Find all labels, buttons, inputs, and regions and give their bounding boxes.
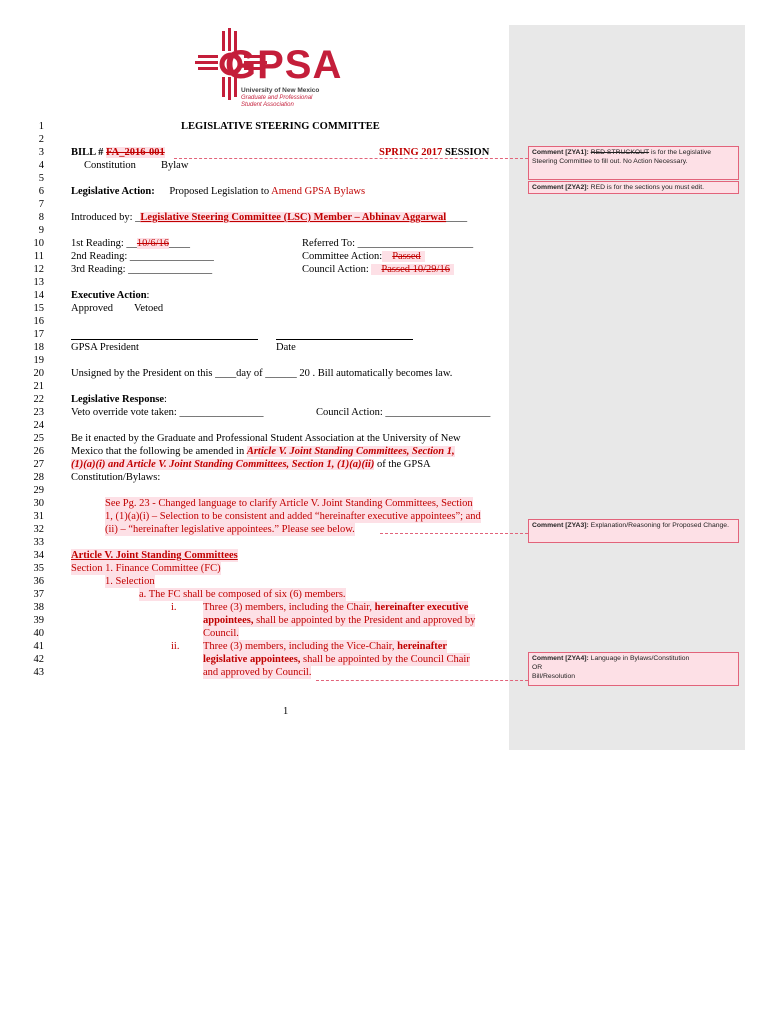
item-ii-line-1	[203, 640, 447, 653]
line-number: 18	[33, 342, 44, 353]
line-number: 5	[38, 173, 44, 184]
line-number: 8	[38, 212, 44, 223]
type-bylaw: Bylaw	[161, 160, 189, 171]
comment-margin	[509, 25, 745, 750]
enact-line-2	[71, 445, 455, 458]
comment-zya4-label: Comment [ZYA4]:	[532, 655, 591, 662]
legislative-response-label: Legislative Response	[71, 394, 165, 405]
comment-connector-1	[174, 158, 528, 159]
enact-line-3-text: of the GPSA	[374, 459, 431, 470]
line-number: 28	[33, 472, 44, 483]
council-action-value: Passed 10/29/16	[371, 264, 454, 275]
date-signature-line	[276, 339, 413, 340]
comment-zya2-text: RED is for the sections you must edit.	[590, 184, 704, 191]
item-ii-bold-1: hereinafter	[397, 641, 448, 652]
line-number: 29	[33, 485, 44, 496]
line-number: 2	[38, 134, 44, 145]
item-i-bold-2: appointees,	[203, 615, 254, 626]
president-signature-line	[71, 339, 258, 340]
legislative-response-colon: :	[164, 394, 167, 405]
gpsa-logo	[195, 28, 345, 116]
article-heading: Article V. Joint Standing Committees	[71, 550, 238, 561]
item-i-number: i.	[171, 602, 177, 613]
type-constitution: Constitution	[84, 160, 136, 171]
item-i-line-3: Council.	[203, 628, 239, 639]
enact-article-ref-1: Article V. Joint Standing Committees, Section 1,	[246, 446, 455, 457]
item-i-bold-1: hereinafter executive	[374, 602, 469, 613]
item-ii-text-1: Three (3) members, including the Vice-Chair,	[203, 641, 398, 652]
line-number: 38	[33, 602, 44, 613]
action-text: Proposed Legislation to	[169, 186, 272, 197]
line-number: 35	[33, 563, 44, 574]
line-number: 34	[33, 550, 44, 561]
veto-override: Veto override vote taken: ________________	[71, 407, 264, 418]
bill-prefix: BILL #	[71, 147, 107, 158]
zia-symbol-icon	[195, 28, 345, 116]
line-number: 16	[33, 316, 44, 327]
line-number: 31	[33, 511, 44, 522]
bill-number: FA_2016-001	[106, 147, 165, 158]
comment-zya1-strike: RED STRUCKOUT	[590, 149, 650, 156]
svg-text:GPSA: GPSA	[225, 43, 343, 87]
date-label: Date	[276, 342, 296, 353]
third-reading: 3rd Reading: ________________	[71, 264, 213, 275]
first-reading-date: 10/6/16	[136, 238, 170, 249]
line-number: 37	[33, 589, 44, 600]
line-number: 33	[33, 537, 44, 548]
comment-zya4-or: OR	[532, 664, 543, 671]
executive-action-label: Executive Action	[71, 290, 147, 301]
first-reading-label: 1st Reading: __	[71, 238, 137, 249]
item-i-text-1: Three (3) members, including the Chair,	[203, 602, 375, 613]
second-reading: 2nd Reading: ________________	[71, 251, 214, 262]
selection-heading: 1. Selection	[105, 576, 155, 587]
enact-line-1: Be it enacted by the Graduate and Professional Student Association at the University of New	[71, 433, 461, 444]
item-ii-bold-2: legislative appointees,	[203, 654, 301, 665]
comment-zya2[interactable]	[528, 181, 739, 194]
line-number: 10	[33, 238, 44, 249]
line-number: 9	[38, 225, 44, 236]
introduced-tail: ____	[446, 212, 468, 223]
line-number: 7	[38, 199, 44, 210]
line-number: 11	[33, 251, 44, 262]
item-ii-number: ii.	[171, 641, 180, 652]
line-number: 4	[38, 160, 44, 171]
introduced-label: Introduced by: _	[71, 212, 141, 223]
president-label: GPSA President	[71, 342, 139, 353]
svg-text:Graduate and Professional: Graduate and Professional	[241, 95, 313, 101]
line-number: 26	[33, 446, 44, 457]
comment-zya1[interactable]	[528, 146, 739, 180]
line-number: 27	[33, 459, 44, 470]
line-number: 14	[33, 290, 44, 301]
item-i-line-1	[203, 601, 468, 614]
first-reading-tail: ____	[169, 238, 191, 249]
section-heading: Section 1. Finance Committee (FC)	[71, 563, 221, 574]
line-number: 36	[33, 576, 44, 587]
committee-action-label: Committee Action:	[302, 251, 383, 262]
line-number: 20	[33, 368, 44, 379]
referred-to: Referred To: ______________________	[302, 238, 474, 249]
line-number: 23	[33, 407, 44, 418]
committee-action	[302, 250, 425, 263]
comment-connector-3	[380, 533, 528, 534]
executive-action-heading	[71, 289, 149, 302]
session-suffix: SESSION	[442, 147, 490, 158]
action-label: Legislative Action:	[71, 186, 155, 197]
executive-action-colon: :	[146, 290, 150, 301]
line-number: 42	[33, 654, 44, 665]
note-line-1: See Pg. 23 - Changed language to clarify Article V. Joint Standing Committees, Section	[105, 498, 473, 509]
line-number: 39	[33, 615, 44, 626]
comment-zya3[interactable]	[528, 519, 739, 543]
line-number: 43	[33, 667, 44, 678]
line-number: 25	[33, 433, 44, 444]
council-action	[302, 263, 454, 276]
introduced-value: Legislative Steering Committee (LSC) Member – Abhinav Aggarwal	[140, 212, 447, 223]
enact-line-2-text: Mexico that the following be amended in	[71, 446, 247, 457]
comment-zya4-text: Language in Bylaws/Constitution	[590, 655, 690, 662]
line-number: 6	[38, 186, 44, 197]
line-number: 1	[38, 121, 44, 132]
line-number: 32	[33, 524, 44, 535]
line-number: 15	[33, 303, 44, 314]
line-number: 24	[33, 420, 44, 431]
line-number: 41	[33, 641, 44, 652]
comment-zya3-text: Explanation/Reasoning for Proposed Change.	[590, 522, 729, 529]
response-council-action: Council Action: ____________________	[316, 407, 491, 418]
enact-article-ref-2: (1)(a)(i) and Article V. Joint Standing Committees, Section 1, (1)(a)(ii)	[71, 459, 375, 470]
line-number: 21	[33, 381, 44, 392]
note-line-3: (ii) – “hereinafter legislative appointees.” Please see below.	[105, 524, 355, 535]
comment-zya3-label: Comment [ZYA3]:	[532, 522, 591, 529]
line-number: 19	[33, 355, 44, 366]
session-term: SPRING 2017	[379, 147, 443, 158]
item-a: a. The FC shall be composed of six (6) members.	[139, 589, 346, 600]
comment-zya2-label: Comment [ZYA2]:	[532, 184, 591, 191]
item-ii-line-3: and approved by Council.	[203, 667, 312, 678]
bill-line	[71, 146, 165, 159]
line-number: 30	[33, 498, 44, 509]
introduced-by	[71, 211, 467, 224]
item-i-text-2: shall be appointed by the President and approved by	[253, 615, 476, 626]
first-reading	[71, 237, 190, 250]
comment-connector-4	[316, 680, 528, 681]
page-number: 1	[283, 706, 289, 717]
svg-text:University of New Mexico: University of New Mexico	[241, 87, 320, 94]
item-ii-line-2	[203, 653, 470, 666]
line-number: 3	[38, 147, 44, 158]
committee-title: LEGISLATIVE STEERING COMMITTEE	[181, 121, 380, 132]
approved-option: Approved	[71, 303, 113, 314]
line-number: 40	[33, 628, 44, 639]
enact-line-3	[71, 458, 431, 471]
line-number: 12	[33, 264, 44, 275]
note-line-2: 1, (1)(a)(i) – Selection to be consistent and added “hereinafter executive appointees”; and	[105, 511, 481, 522]
line-number: 13	[33, 277, 44, 288]
comment-zya4-text-3: Bill/Resolution	[532, 673, 576, 680]
unsigned-clause: Unsigned by the President on this ____day of ______ 20 . Bill automatically becomes law.	[71, 368, 453, 379]
item-i-line-2	[203, 614, 475, 627]
item-ii-text-2: shall be appointed by the Council Chair	[300, 654, 470, 665]
legislative-action	[71, 185, 365, 198]
council-action-label: Council Action:	[302, 264, 372, 275]
committee-action-value: Passed	[382, 251, 425, 262]
action-red: Amend GPSA Bylaws	[271, 186, 366, 197]
line-number: 22	[33, 394, 44, 405]
comment-zya1-text: is for the Legislative Steering Committee to fill out. No Action Necessary.	[532, 149, 712, 165]
vetoed-option: Vetoed	[134, 303, 164, 314]
comment-zya1-label: Comment [ZYA1]:	[532, 149, 591, 156]
svg-text:Student Association: Student Association	[241, 102, 294, 108]
comment-zya4[interactable]	[528, 652, 739, 686]
line-number: 17	[33, 329, 44, 340]
enact-line-4: Constitution/Bylaws:	[71, 472, 161, 483]
legislative-response-heading	[71, 393, 167, 406]
